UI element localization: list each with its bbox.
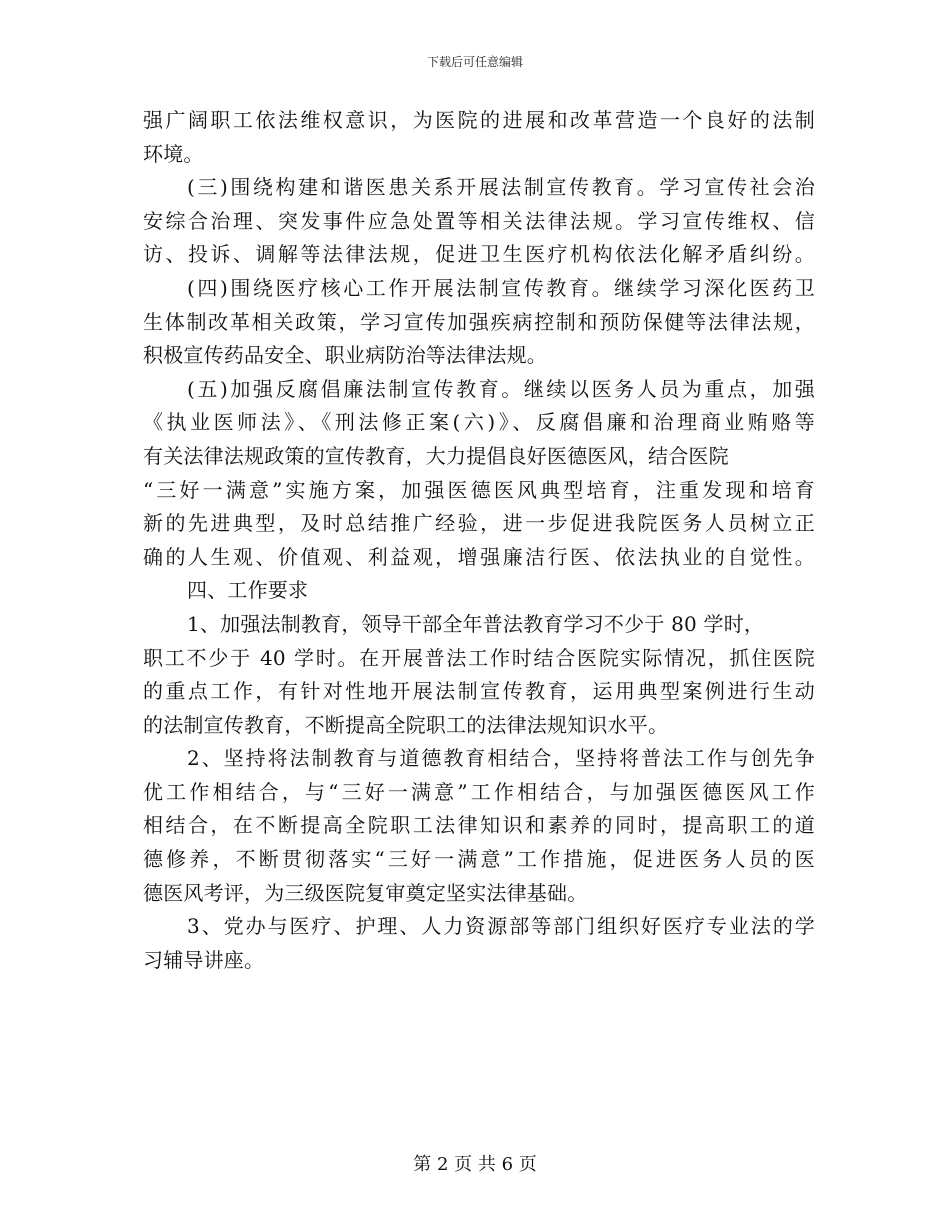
- text-line: 有关法律法规政策的宣传教育，大力提倡良好医德医风，结合医院: [143, 443, 729, 468]
- page-number: 第 2 页 共 6 页: [413, 1154, 537, 1175]
- text-line: 职工不少于 40 学时。在开展普法工作时结合医院实际情况，抓住医院: [143, 645, 815, 670]
- text-line: 优工作相结合，与“三好一满意”工作相结合，与加强医德医风工作: [143, 779, 815, 804]
- paragraph-start-line: (三)围绕构建和谐医患关系开展法制宣传教育。学习宣传社会治: [187, 175, 815, 200]
- text-line: 的重点工作，有针对性地开展法制宣传教育，运用典型案例进行生动: [143, 679, 815, 704]
- text-line: 德修养，不断贯彻落实“三好一满意”工作措施，促进医务人员的医: [143, 847, 815, 872]
- section-heading: 四、工作要求: [187, 578, 309, 603]
- text-line: 习辅导讲座。: [143, 947, 265, 972]
- text-line: 确的人生观、价值观、利益观，增强廉洁行医、依法执业的自觉性。: [143, 544, 815, 569]
- text-line: 德医风考评，为三级医院复审奠定坚实法律基础。: [143, 880, 588, 905]
- document-body: [143, 104, 815, 977]
- text-line: “三好一满意”实施方案，加强医德医风典型培育，注重发现和培育: [143, 477, 815, 502]
- text-line: 《执业医师法》、《刑法修正案(六)》、反腐倡廉和治理商业贿赂等: [143, 410, 815, 435]
- text-line: 相结合，在不断提高全院职工法律知识和素养的同时，提高职工的道: [143, 813, 815, 838]
- paragraph-start-line: (四)围绕医疗核心工作开展法制宣传教育。继续学习深化医药卫: [187, 275, 815, 300]
- paragraph-start-line: 3、党办与医疗、护理、人力资源部等部门组织好医疗专业法的学: [187, 914, 815, 939]
- paragraph-start-line: (五)加强反腐倡廉法制宣传教育。继续以医务人员为重点，加强: [187, 376, 815, 401]
- text-line: 访、投诉、调解等法律法规，促进卫生医疗机构依法化解矛盾纠纷。: [143, 242, 815, 267]
- text-line: 新的先进典型，及时总结推广经验，进一步促进我院医务人员树立正: [143, 511, 815, 536]
- text-line: 强广阔职工依法维权意识，为医院的进展和改革营造一个良好的法制: [143, 108, 815, 132]
- text-line: 生体制改革相关政策，学习宣传加强疾病控制和预防保健等法律法规，: [143, 309, 815, 334]
- text-line: 积极宣传药品安全、职业病防治等法律法规。: [143, 343, 547, 368]
- text-line: 环境。: [143, 141, 204, 166]
- header-note: 下载后可任意编辑: [426, 55, 523, 69]
- text-line: 安综合治理、突发事件应急处置等相关法律法规。学习宣传维权、信: [143, 208, 815, 233]
- paragraph-start-line: 2、坚持将法制教育与道德教育相结合，坚持将普法工作与创先争: [187, 746, 815, 771]
- text-line: 的法制宣传教育，不断提高全院职工的法律法规知识水平。: [143, 712, 669, 737]
- paragraph-start-line: 1、加强法制教育，领导干部全年普法教育学习不少于 80 学时，: [187, 611, 765, 636]
